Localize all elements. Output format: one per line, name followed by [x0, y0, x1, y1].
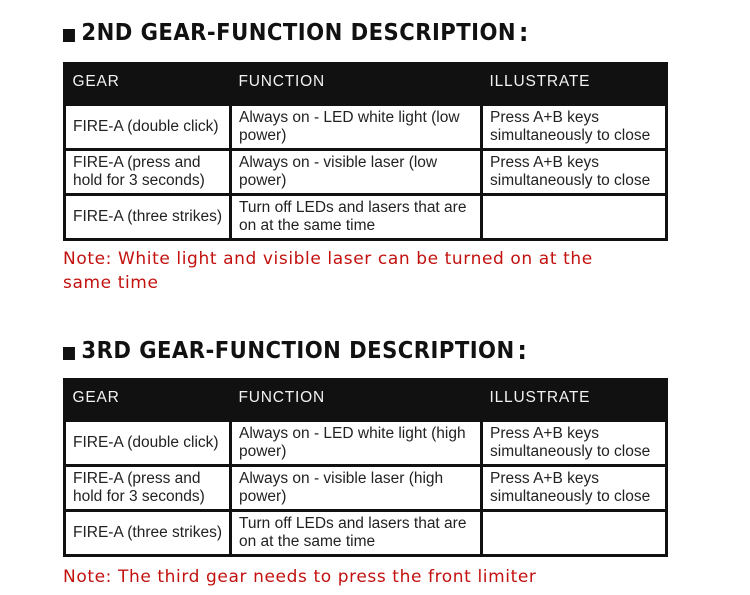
note-text: Note: White light and visible laser can be turned on at the same time: [63, 249, 593, 293]
cell-function: Turn off LEDs and lasers that are on at the same time: [231, 194, 482, 239]
title-colon: :: [517, 336, 528, 366]
table-row: [65, 420, 667, 465]
header-illustrate: ILLUSTRATE: [482, 378, 667, 420]
note-text: Note: The third gear needs to press the front limiter: [63, 567, 537, 587]
table-row: [65, 104, 667, 149]
header-function: FUNCTION: [231, 62, 482, 104]
cell-function: Always on - LED white light (high power): [231, 420, 482, 465]
header-illustrate: ILLUSTRATE: [482, 62, 667, 104]
cell-gear: FIRE-A (press and hold for 3 seconds): [65, 149, 231, 194]
cell-function: Always on - visible laser (low power): [231, 149, 482, 194]
table-row: [65, 194, 667, 239]
square-bullet-icon: [63, 347, 75, 360]
cell-gear: FIRE-A (double click): [65, 104, 231, 149]
section-title-2nd-gear: [63, 18, 529, 48]
cell-illustrate: Press A+B keys simultaneously to close: [482, 104, 667, 149]
cell-illustrate: Press A+B keys simultaneously to close: [482, 465, 667, 510]
section-title-text: 3RD GEAR-FUNCTION DESCRIPTION: [81, 338, 515, 364]
table-row: [65, 510, 667, 555]
section-title-3rd-gear: [63, 336, 527, 366]
function-table-2nd-gear: [63, 62, 668, 241]
cell-function: Always on - visible laser (high power): [231, 465, 482, 510]
cell-function: Always on - LED white light (low power): [231, 104, 482, 149]
cell-illustrate: [482, 510, 667, 555]
square-bullet-icon: [63, 29, 75, 42]
section-title-text: 2ND GEAR-FUNCTION DESCRIPTION: [81, 20, 517, 46]
table-header-row: [65, 62, 667, 104]
function-table-3rd-gear: [63, 378, 668, 557]
table-row: [65, 149, 667, 194]
cell-gear: FIRE-A (three strikes): [65, 510, 231, 555]
header-gear: GEAR: [65, 62, 231, 104]
cell-illustrate: Press A+B keys simultaneously to close: [482, 149, 667, 194]
cell-gear: FIRE-A (double click): [65, 420, 231, 465]
cell-illustrate: Press A+B keys simultaneously to close: [482, 420, 667, 465]
cell-gear: FIRE-A (three strikes): [65, 194, 231, 239]
title-colon: :: [518, 18, 529, 48]
table-header-row: [65, 378, 667, 420]
cell-illustrate: [482, 194, 667, 239]
header-function: FUNCTION: [231, 378, 482, 420]
header-gear: GEAR: [65, 378, 231, 420]
table-row: [65, 465, 667, 510]
cell-function: Turn off LEDs and lasers that are on at the same time: [231, 510, 482, 555]
cell-gear: FIRE-A (press and hold for 3 seconds): [65, 465, 231, 510]
